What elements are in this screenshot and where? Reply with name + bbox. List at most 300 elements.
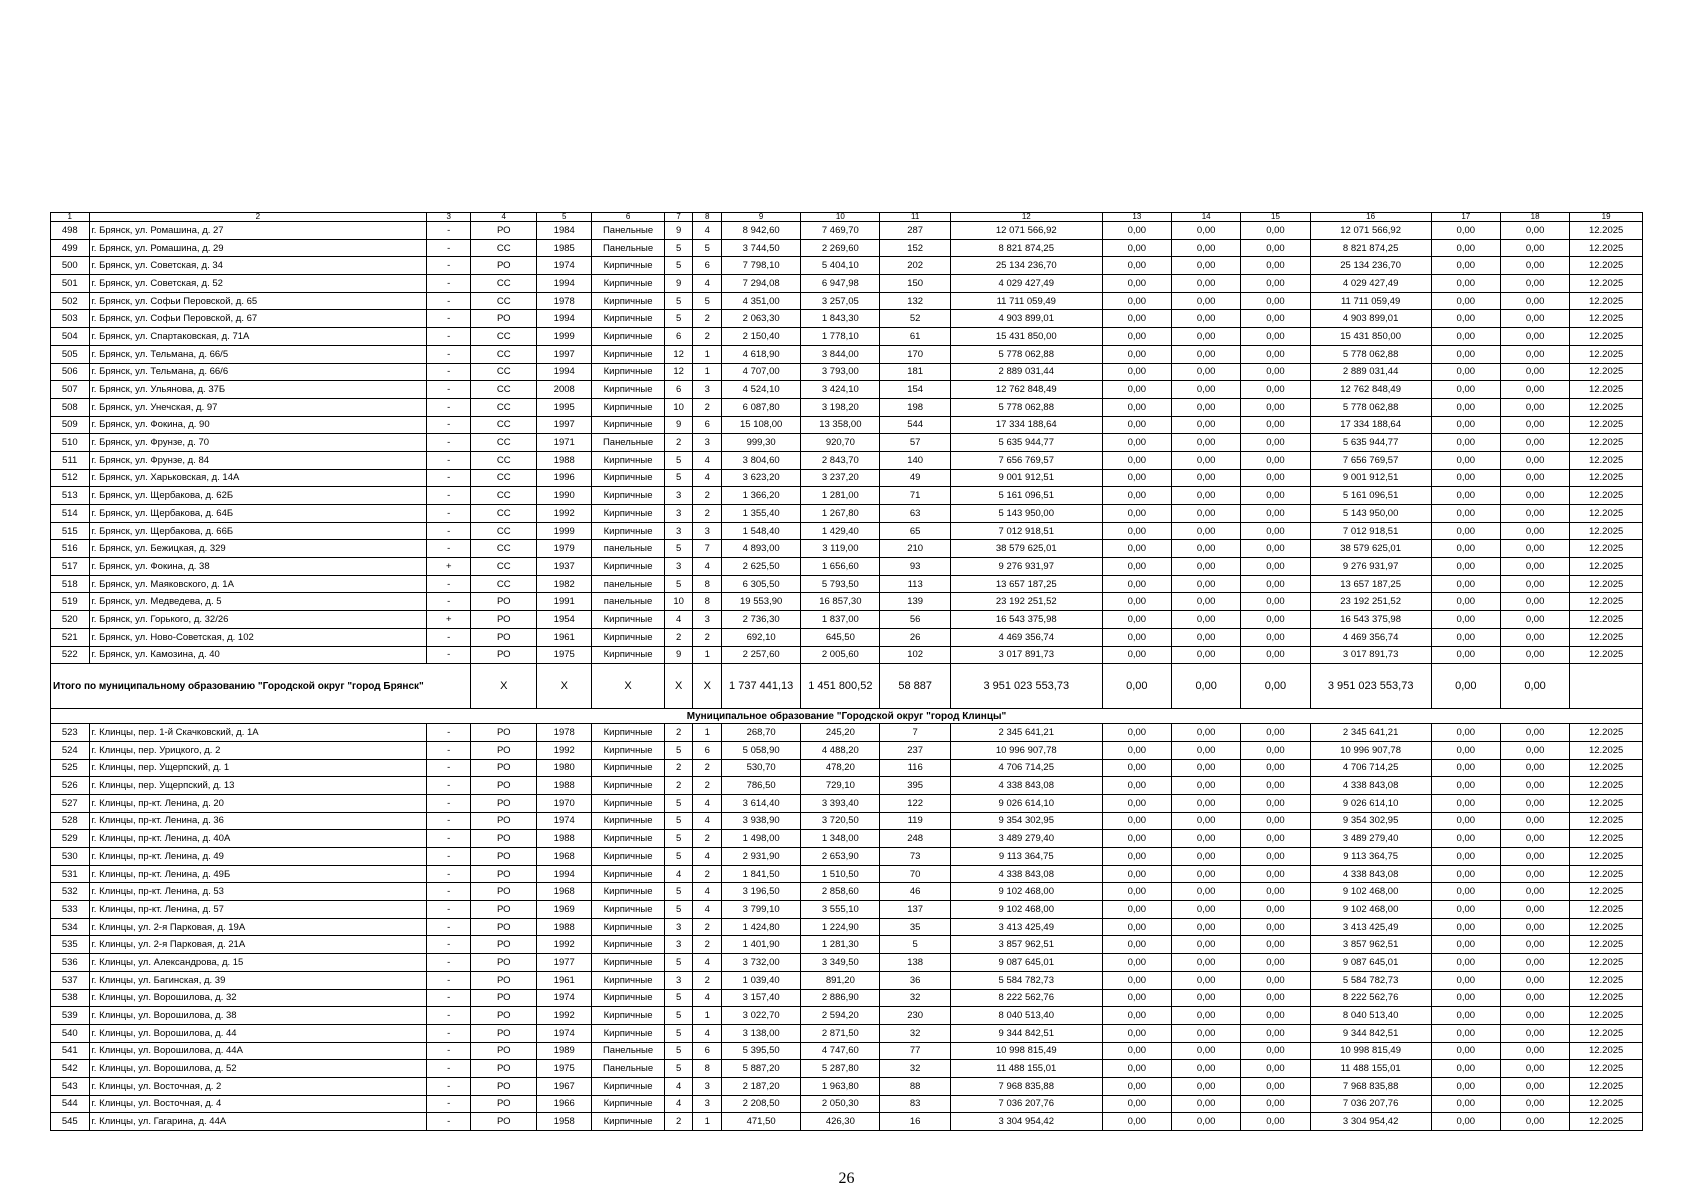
table-cell: Кирпичные (592, 1024, 665, 1042)
table-cell: 5 (664, 540, 693, 558)
table-cell: Кирпичные (592, 777, 665, 795)
table-cell: г. Брянск, ул. Тельмана, д. 66/6 (89, 363, 427, 381)
table-cell: 9 102 468,00 (950, 883, 1102, 901)
municipality-total-row (51, 664, 1643, 709)
table-cell: 3 804,60 (722, 451, 801, 469)
table-cell: 0,00 (1431, 1007, 1500, 1025)
table-cell: 0,00 (1500, 1042, 1569, 1060)
table-cell: 3 (693, 434, 722, 452)
table-cell: 1 355,40 (722, 505, 801, 523)
table-cell: г. Клинцы, пр-кт. Ленина, д. 36 (89, 812, 427, 830)
table-cell: 5 (693, 292, 722, 310)
table-cell: 7 036 207,76 (1310, 1095, 1431, 1113)
table-cell: Кирпичные (592, 328, 665, 346)
table-cell: 0,00 (1431, 1095, 1500, 1113)
table-cell: РО (471, 759, 537, 777)
table-cell: 12.2025 (1570, 901, 1643, 919)
table-cell: 6 (693, 741, 722, 759)
table-cell: 0,00 (1172, 1095, 1241, 1113)
table-row (51, 777, 1643, 795)
table-cell: 4 (693, 558, 722, 576)
table-cell: г. Брянск, ул. Фокина, д. 90 (89, 416, 427, 434)
table-cell: - (427, 469, 471, 487)
table-cell: 0,00 (1500, 759, 1569, 777)
table-cell: 426,30 (801, 1113, 880, 1131)
table-cell: 3 489 279,40 (1310, 830, 1431, 848)
table-cell: РО (471, 918, 537, 936)
table-cell: 12.2025 (1570, 363, 1643, 381)
column-number-4: 4 (471, 213, 537, 222)
table-cell: 4 (693, 275, 722, 293)
table-cell: г. Клинцы, ул. Ворошилова, д. 32 (89, 989, 427, 1007)
table-cell: 503 (51, 310, 90, 328)
table-cell: - (427, 239, 471, 257)
housing-register-table (50, 212, 1643, 1131)
table-cell: - (427, 593, 471, 611)
table-cell: 1 039,40 (722, 971, 801, 989)
table-row (51, 434, 1643, 452)
table-cell: 1 656,60 (801, 558, 880, 576)
table-cell: 528 (51, 812, 90, 830)
table-cell: 7 656 769,57 (1310, 451, 1431, 469)
table-cell: 0,00 (1102, 989, 1171, 1007)
table-cell: 0,00 (1241, 363, 1310, 381)
table-row (51, 989, 1643, 1007)
table-cell: 13 657 187,25 (1310, 575, 1431, 593)
table-cell: 88 (880, 1077, 950, 1095)
table-cell: 12.2025 (1570, 540, 1643, 558)
table-cell: 0,00 (1172, 759, 1241, 777)
table-cell: - (427, 398, 471, 416)
table-cell: 0,00 (1172, 901, 1241, 919)
table-cell: - (427, 222, 471, 240)
table-cell: 0,00 (1102, 1113, 1171, 1131)
table-cell: РО (471, 741, 537, 759)
table-cell: 6 (693, 1042, 722, 1060)
table-cell: 0,00 (1102, 1007, 1171, 1025)
table-cell: - (427, 540, 471, 558)
table-cell: 25 134 236,70 (950, 257, 1102, 275)
table-cell: 0,00 (1102, 1042, 1171, 1060)
table-cell: 0,00 (1500, 222, 1569, 240)
table-cell: Кирпичные (592, 936, 665, 954)
table-cell: 1985 (537, 239, 592, 257)
table-cell: 3 938,90 (722, 812, 801, 830)
table-cell: г. Брянск, ул. Ромашина, д. 27 (89, 222, 427, 240)
table-cell: 3 793,00 (801, 363, 880, 381)
table-cell: - (427, 989, 471, 1007)
table-cell: 17 334 188,64 (950, 416, 1102, 434)
table-cell: 12.2025 (1570, 794, 1643, 812)
table-cell: Кирпичные (592, 522, 665, 540)
table-cell: 4 351,00 (722, 292, 801, 310)
table-cell: 532 (51, 883, 90, 901)
table-cell: 541 (51, 1042, 90, 1060)
table-cell: 0,00 (1500, 416, 1569, 434)
table-cell: 0,00 (1102, 487, 1171, 505)
table-cell: 13 657 187,25 (950, 575, 1102, 593)
table-cell: 12.2025 (1570, 593, 1643, 611)
table-cell: 12.2025 (1570, 611, 1643, 629)
table-cell: - (427, 883, 471, 901)
table-cell: СС (471, 398, 537, 416)
table-cell: 6 (664, 381, 693, 399)
table-cell: 1961 (537, 971, 592, 989)
total-cell: X (664, 664, 693, 709)
table-cell: 1967 (537, 1077, 592, 1095)
table-cell: 786,50 (722, 777, 801, 795)
column-number-9: 9 (722, 213, 801, 222)
table-cell: 0,00 (1241, 971, 1310, 989)
table-row (51, 487, 1643, 505)
table-cell: 2 889 031,44 (950, 363, 1102, 381)
table-cell: 0,00 (1172, 1113, 1241, 1131)
table-cell: 1975 (537, 1060, 592, 1078)
table-cell: 2 (693, 971, 722, 989)
table-cell: 0,00 (1431, 1042, 1500, 1060)
table-cell: 5 (664, 292, 693, 310)
table-cell: 12.2025 (1570, 918, 1643, 936)
table-cell: 12.2025 (1570, 1113, 1643, 1131)
table-cell: 1992 (537, 1007, 592, 1025)
table-cell: 4 (664, 1077, 693, 1095)
table-cell: 32 (880, 989, 950, 1007)
table-cell: 3 489 279,40 (950, 830, 1102, 848)
table-cell: 3 744,50 (722, 239, 801, 257)
table-cell: - (427, 1024, 471, 1042)
table-cell: 0,00 (1102, 936, 1171, 954)
table-cell: 1994 (537, 865, 592, 883)
table-cell: 1995 (537, 398, 592, 416)
table-cell: - (427, 724, 471, 742)
table-cell: 0,00 (1241, 451, 1310, 469)
table-cell: 5 (693, 239, 722, 257)
table-cell: 1999 (537, 328, 592, 346)
table-cell: 13 358,00 (801, 416, 880, 434)
table-cell: - (427, 451, 471, 469)
table-cell: 3 (693, 1095, 722, 1113)
table-row (51, 936, 1643, 954)
table-cell: 4 (693, 883, 722, 901)
table-cell: 202 (880, 257, 950, 275)
table-cell: 1980 (537, 759, 592, 777)
table-cell: г. Брянск, ул. Щербакова, д. 62Б (89, 487, 427, 505)
table-cell: 0,00 (1241, 522, 1310, 540)
table-cell: 2 345 641,21 (1310, 724, 1431, 742)
table-cell: 522 (51, 646, 90, 664)
table-cell: 0,00 (1172, 398, 1241, 416)
total-cell: X (471, 664, 537, 709)
table-cell: 1974 (537, 257, 592, 275)
table-cell: РО (471, 222, 537, 240)
table-cell: 2 (693, 328, 722, 346)
total-cell: 0,00 (1172, 664, 1241, 709)
table-row (51, 522, 1643, 540)
table-cell: 0,00 (1500, 328, 1569, 346)
table-cell: 506 (51, 363, 90, 381)
table-cell: 0,00 (1500, 363, 1569, 381)
table-cell: РО (471, 954, 537, 972)
table-cell: 0,00 (1172, 522, 1241, 540)
table-cell: 5 (664, 954, 693, 972)
table-cell: 16 857,30 (801, 593, 880, 611)
table-cell: 0,00 (1431, 1024, 1500, 1042)
table-cell: 544 (51, 1095, 90, 1113)
table-cell: 4 903 899,01 (1310, 310, 1431, 328)
table-cell: 1991 (537, 593, 592, 611)
table-cell: г. Брянск, ул. Камозина, д. 40 (89, 646, 427, 664)
table-cell: 5 143 950,00 (950, 505, 1102, 523)
table-cell: 8 821 874,25 (950, 239, 1102, 257)
table-cell: 3 732,00 (722, 954, 801, 972)
table-cell: 0,00 (1500, 830, 1569, 848)
table-cell: 0,00 (1431, 628, 1500, 646)
table-cell: - (427, 487, 471, 505)
table-cell: 0,00 (1241, 830, 1310, 848)
table-cell: 9 102 468,00 (1310, 901, 1431, 919)
table-cell: СС (471, 540, 537, 558)
table-cell: 0,00 (1102, 759, 1171, 777)
table-cell: РО (471, 1007, 537, 1025)
table-cell: 5 (664, 883, 693, 901)
table-cell: 2 257,60 (722, 646, 801, 664)
table-cell: СС (471, 275, 537, 293)
table-cell: 210 (880, 540, 950, 558)
table-cell: 16 543 375,98 (1310, 611, 1431, 629)
table-cell: 0,00 (1241, 611, 1310, 629)
table-cell: 12.2025 (1570, 451, 1643, 469)
table-cell: 0,00 (1241, 1113, 1310, 1131)
table-cell: 0,00 (1241, 865, 1310, 883)
table-cell: 515 (51, 522, 90, 540)
table-cell: 0,00 (1431, 257, 1500, 275)
table-cell: Кирпичные (592, 646, 665, 664)
table-cell: - (427, 954, 471, 972)
total-cell: 1 737 441,13 (722, 664, 801, 709)
table-cell: Кирпичные (592, 292, 665, 310)
column-number-15: 15 (1241, 213, 1310, 222)
table-cell: 0,00 (1102, 451, 1171, 469)
table-cell: - (427, 812, 471, 830)
table-cell: 540 (51, 1024, 90, 1042)
table-cell: 0,00 (1500, 1113, 1569, 1131)
table-row (51, 611, 1643, 629)
table-cell: 38 579 625,01 (1310, 540, 1431, 558)
table-cell: 510 (51, 434, 90, 452)
table-cell: 0,00 (1241, 759, 1310, 777)
table-cell: Кирпичные (592, 416, 665, 434)
table-cell: 0,00 (1241, 416, 1310, 434)
table-cell: 5 778 062,88 (950, 345, 1102, 363)
table-cell: 0,00 (1172, 936, 1241, 954)
table-cell: 0,00 (1172, 345, 1241, 363)
table-cell: 4 488,20 (801, 741, 880, 759)
table-cell: 0,00 (1500, 451, 1569, 469)
table-cell: 1977 (537, 954, 592, 972)
column-number-5: 5 (537, 213, 592, 222)
table-cell: 4 706 714,25 (950, 759, 1102, 777)
table-cell: 3 413 425,49 (950, 918, 1102, 936)
table-row (51, 646, 1643, 664)
table-cell: 1 281,00 (801, 487, 880, 505)
table-cell: 3 555,10 (801, 901, 880, 919)
table-cell: 4 338 843,08 (1310, 865, 1431, 883)
table-cell: СС (471, 345, 537, 363)
table-cell: - (427, 1113, 471, 1131)
table-cell: панельные (592, 575, 665, 593)
table-cell: 0,00 (1431, 451, 1500, 469)
table-cell: 0,00 (1172, 1007, 1241, 1025)
table-cell: 3 157,40 (722, 989, 801, 1007)
table-cell: 0,00 (1172, 954, 1241, 972)
table-cell: 4 (693, 901, 722, 919)
table-cell: 3 198,20 (801, 398, 880, 416)
table-cell: 3 (664, 522, 693, 540)
table-cell: - (427, 522, 471, 540)
table-cell: г. Брянск, ул. Харьковская, д. 14А (89, 469, 427, 487)
table-cell: 83 (880, 1095, 950, 1113)
table-cell: 6 305,50 (722, 575, 801, 593)
table-row (51, 469, 1643, 487)
table-cell: 16 (880, 1113, 950, 1131)
total-cell: X (693, 664, 722, 709)
table-cell: 5 (664, 451, 693, 469)
table-cell: 3 138,00 (722, 1024, 801, 1042)
table-cell: 535 (51, 936, 90, 954)
table-cell: 12.2025 (1570, 292, 1643, 310)
table-cell: 9 087 645,01 (950, 954, 1102, 972)
table-cell: 12.2025 (1570, 1042, 1643, 1060)
table-cell: 2 625,50 (722, 558, 801, 576)
table-cell: 1971 (537, 434, 592, 452)
table-cell: 154 (880, 381, 950, 399)
table-cell: 5 (664, 989, 693, 1007)
table-row (51, 830, 1643, 848)
table-cell: - (427, 345, 471, 363)
table-row (51, 1007, 1643, 1025)
table-cell: 0,00 (1172, 1024, 1241, 1042)
table-cell: 12 071 566,92 (950, 222, 1102, 240)
table-cell: 0,00 (1500, 936, 1569, 954)
table-cell: 9 113 364,75 (1310, 848, 1431, 866)
table-cell: 0,00 (1431, 865, 1500, 883)
table-cell: 0,00 (1172, 505, 1241, 523)
table-cell: 1 963,80 (801, 1077, 880, 1095)
table-cell: - (427, 1060, 471, 1078)
table-cell: 1978 (537, 292, 592, 310)
table-cell: 0,00 (1431, 1077, 1500, 1095)
table-cell: - (427, 363, 471, 381)
table-cell: 5 (664, 812, 693, 830)
table-cell: 12.2025 (1570, 416, 1643, 434)
table-cell: 12.2025 (1570, 1024, 1643, 1042)
table-cell: 0,00 (1431, 487, 1500, 505)
table-cell: 3 237,20 (801, 469, 880, 487)
table-cell: 4 469 356,74 (950, 628, 1102, 646)
table-row (51, 971, 1643, 989)
table-cell: 5 584 782,73 (1310, 971, 1431, 989)
table-cell: 0,00 (1241, 487, 1310, 505)
table-cell: СС (471, 363, 537, 381)
table-cell: 0,00 (1172, 257, 1241, 275)
table-cell: Кирпичные (592, 971, 665, 989)
column-number-10: 10 (801, 213, 880, 222)
table-cell: 0,00 (1172, 310, 1241, 328)
table-cell: 1961 (537, 628, 592, 646)
table-cell: 0,00 (1172, 239, 1241, 257)
table-cell: Кирпичные (592, 794, 665, 812)
table-row (51, 505, 1643, 523)
table-cell: 3 623,20 (722, 469, 801, 487)
table-cell: 12.2025 (1570, 954, 1643, 972)
table-cell: 3 119,00 (801, 540, 880, 558)
table-cell: 0,00 (1102, 381, 1171, 399)
table-cell: 498 (51, 222, 90, 240)
table-cell: г. Брянск, ул. Спартаковская, д. 71А (89, 328, 427, 346)
section-title: Муниципальное образование "Городской округ "город Клинцы" (51, 709, 1643, 724)
table-cell: 0,00 (1172, 275, 1241, 293)
table-cell: СС (471, 416, 537, 434)
total-cell: 0,00 (1431, 664, 1500, 709)
table-cell: 8 040 513,40 (1310, 1007, 1431, 1025)
table-cell: 3 (693, 381, 722, 399)
table-cell: 505 (51, 345, 90, 363)
table-cell: 0,00 (1500, 1060, 1569, 1078)
table-cell: 0,00 (1500, 794, 1569, 812)
table-cell: 0,00 (1102, 434, 1171, 452)
table-cell: 230 (880, 1007, 950, 1025)
table-cell: 0,00 (1500, 575, 1569, 593)
table-cell: 0,00 (1241, 292, 1310, 310)
table-cell: 504 (51, 328, 90, 346)
table-cell: 7 012 918,51 (950, 522, 1102, 540)
table-cell: 15 431 850,00 (950, 328, 1102, 346)
table-cell: 891,20 (801, 971, 880, 989)
table-cell: 395 (880, 777, 950, 795)
table-cell: г. Клинцы, пр-кт. Ленина, д. 49 (89, 848, 427, 866)
table-cell: 509 (51, 416, 90, 434)
table-cell: СС (471, 292, 537, 310)
table-cell: 0,00 (1500, 505, 1569, 523)
table-cell: 0,00 (1500, 593, 1569, 611)
table-cell: 12.2025 (1570, 777, 1643, 795)
table-cell: 4 338 843,08 (1310, 777, 1431, 795)
table-cell: 0,00 (1241, 646, 1310, 664)
table-cell: 0,00 (1500, 1024, 1569, 1042)
table-cell: 531 (51, 865, 90, 883)
table-cell: - (427, 257, 471, 275)
table-cell: 140 (880, 451, 950, 469)
table-cell: СС (471, 575, 537, 593)
table-cell: 1968 (537, 883, 592, 901)
table-cell: 6 (693, 416, 722, 434)
table-cell: 1 366,20 (722, 487, 801, 505)
table-cell: 4 618,90 (722, 345, 801, 363)
table-cell: 3 799,10 (722, 901, 801, 919)
table-cell: 517 (51, 558, 90, 576)
table-cell: Кирпичные (592, 628, 665, 646)
table-cell: 7 968 835,88 (950, 1077, 1102, 1095)
table-cell: 545 (51, 1113, 90, 1131)
table-cell: 0,00 (1241, 777, 1310, 795)
table-cell: 0,00 (1431, 381, 1500, 399)
table-cell: 5 404,10 (801, 257, 880, 275)
table-cell: 0,00 (1172, 575, 1241, 593)
table-cell: 0,00 (1172, 741, 1241, 759)
table-cell: - (427, 310, 471, 328)
table-cell: 0,00 (1500, 918, 1569, 936)
table-cell: 521 (51, 628, 90, 646)
